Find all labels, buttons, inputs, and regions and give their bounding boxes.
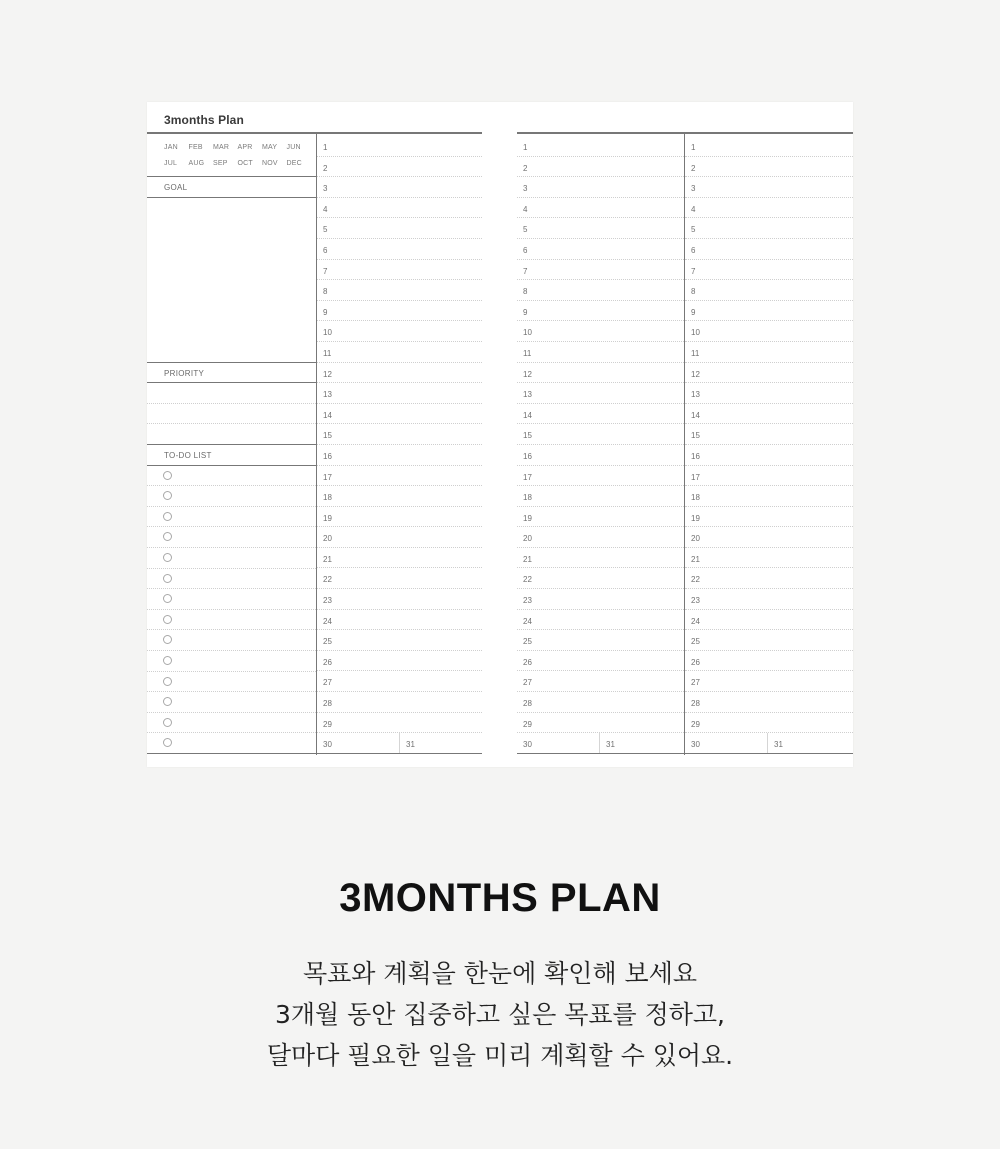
day-row[interactable] bbox=[685, 630, 853, 651]
todo-item[interactable] bbox=[147, 527, 316, 548]
day-number: 18 bbox=[523, 493, 532, 503]
todo-item[interactable] bbox=[147, 651, 316, 672]
day-row[interactable] bbox=[517, 466, 684, 487]
headline: 3MONTHS PLAN bbox=[339, 876, 661, 920]
day-number: 12 bbox=[523, 369, 532, 379]
day-row[interactable] bbox=[317, 466, 482, 487]
day-number: 9 bbox=[323, 307, 328, 317]
day-row[interactable] bbox=[517, 610, 684, 631]
todo-item[interactable] bbox=[147, 486, 316, 507]
day-number: 26 bbox=[323, 657, 332, 667]
day-number: 19 bbox=[323, 513, 332, 523]
todo-item[interactable] bbox=[147, 692, 316, 713]
day-number: 2 bbox=[523, 163, 528, 173]
day-number: 21 bbox=[523, 554, 532, 564]
day-row-30-31[interactable] bbox=[685, 733, 853, 754]
day-number: 27 bbox=[323, 678, 332, 688]
month-label[interactable]: SEP bbox=[213, 160, 228, 167]
day-number: 28 bbox=[323, 699, 332, 709]
day-row[interactable] bbox=[317, 383, 482, 404]
day-column-month-1 bbox=[317, 136, 482, 754]
day-row[interactable] bbox=[317, 589, 482, 610]
day-number: 29 bbox=[691, 719, 700, 729]
day-row[interactable] bbox=[685, 424, 853, 445]
day-number: 13 bbox=[691, 390, 700, 400]
day-row[interactable] bbox=[517, 424, 684, 445]
day-row[interactable] bbox=[517, 260, 684, 281]
day-split-divider bbox=[399, 733, 400, 753]
day-number: 28 bbox=[691, 699, 700, 709]
month-selector bbox=[147, 136, 316, 177]
day-row[interactable] bbox=[685, 321, 853, 342]
todo-item[interactable] bbox=[147, 630, 316, 651]
day-number: 2 bbox=[691, 163, 696, 173]
checkbox-circle-icon[interactable] bbox=[163, 471, 172, 480]
priority-line[interactable] bbox=[147, 404, 316, 425]
day-number: 10 bbox=[691, 328, 700, 338]
day-row[interactable] bbox=[517, 404, 684, 425]
day-row[interactable] bbox=[517, 383, 684, 404]
day-row[interactable] bbox=[517, 713, 684, 734]
day-row[interactable] bbox=[685, 280, 853, 301]
day-row[interactable] bbox=[317, 568, 482, 589]
day-row[interactable] bbox=[317, 198, 482, 219]
checkbox-circle-icon[interactable] bbox=[163, 718, 172, 727]
day-row[interactable] bbox=[685, 445, 853, 466]
day-row[interactable] bbox=[517, 692, 684, 713]
day-row[interactable] bbox=[317, 692, 482, 713]
day-number: 27 bbox=[691, 678, 700, 688]
months-row-2 bbox=[164, 160, 311, 167]
day-number: 14 bbox=[323, 410, 332, 420]
day-number: 27 bbox=[523, 678, 532, 688]
day-number: 25 bbox=[691, 637, 700, 647]
day-row[interactable] bbox=[517, 198, 684, 219]
day-number: 25 bbox=[523, 637, 532, 647]
day-row[interactable] bbox=[317, 527, 482, 548]
day-row[interactable] bbox=[685, 383, 853, 404]
day-row[interactable] bbox=[685, 260, 853, 281]
day-number: 11 bbox=[691, 348, 700, 358]
day-number: 29 bbox=[323, 719, 332, 729]
day-row[interactable] bbox=[317, 548, 482, 569]
month-label[interactable]: JAN bbox=[164, 144, 178, 151]
day-row[interactable] bbox=[685, 177, 853, 198]
day-row[interactable] bbox=[517, 301, 684, 322]
day-row[interactable] bbox=[685, 218, 853, 239]
day-number: 5 bbox=[323, 225, 328, 235]
day-row[interactable] bbox=[317, 218, 482, 239]
day-row[interactable] bbox=[317, 136, 482, 157]
day-number: 3 bbox=[523, 184, 528, 194]
day-row-30-31[interactable] bbox=[517, 733, 684, 754]
day-row[interactable] bbox=[685, 404, 853, 425]
day-number: 6 bbox=[691, 245, 696, 255]
day-row[interactable] bbox=[685, 136, 853, 157]
month-label[interactable]: JUL bbox=[164, 160, 178, 167]
day-row[interactable] bbox=[317, 424, 482, 445]
day-row[interactable] bbox=[517, 445, 684, 466]
day-column-month-3 bbox=[685, 136, 853, 754]
day-row[interactable] bbox=[685, 239, 853, 260]
todo-label: TO-DO LIST bbox=[164, 450, 212, 460]
day-number: 2 bbox=[323, 163, 328, 173]
goal-header bbox=[147, 177, 316, 198]
day-row[interactable] bbox=[517, 486, 684, 507]
description bbox=[0, 953, 1000, 1076]
day-split-divider bbox=[599, 733, 600, 753]
day-number: 17 bbox=[691, 472, 700, 482]
month-label[interactable]: NOV bbox=[262, 160, 278, 167]
day-number: 18 bbox=[691, 493, 700, 503]
day-number: 11 bbox=[523, 348, 532, 358]
checkbox-circle-icon[interactable] bbox=[163, 532, 172, 541]
day-number: 5 bbox=[523, 225, 528, 235]
day-row[interactable] bbox=[317, 363, 482, 384]
checkbox-circle-icon[interactable] bbox=[163, 656, 172, 665]
day-number: 14 bbox=[691, 410, 700, 420]
day-number: 22 bbox=[323, 575, 332, 585]
day-number: 19 bbox=[523, 513, 532, 523]
day-row[interactable] bbox=[685, 610, 853, 631]
day-row[interactable] bbox=[517, 527, 684, 548]
day-number: 21 bbox=[691, 554, 700, 564]
priority-header bbox=[147, 363, 316, 384]
day-number: 17 bbox=[323, 472, 332, 482]
todo-item[interactable] bbox=[147, 548, 316, 569]
day-number: 23 bbox=[523, 596, 532, 606]
month-label[interactable]: MAY bbox=[262, 144, 278, 151]
day-number: 15 bbox=[523, 431, 532, 441]
day-row[interactable] bbox=[317, 713, 482, 734]
description-line-1: 목표와 계획을 한눈에 확인해 보세요 bbox=[302, 959, 698, 988]
day-number: 26 bbox=[691, 657, 700, 667]
day-number: 1 bbox=[691, 143, 696, 152]
checkbox-circle-icon[interactable] bbox=[163, 553, 172, 562]
day-row[interactable] bbox=[685, 342, 853, 363]
checkbox-circle-icon[interactable] bbox=[163, 677, 172, 686]
priority-line[interactable] bbox=[147, 383, 316, 404]
day-number: 24 bbox=[691, 616, 700, 626]
day-number: 11 bbox=[323, 348, 332, 358]
day-row[interactable] bbox=[685, 466, 853, 487]
month-label[interactable]: MAR bbox=[213, 144, 230, 151]
day-number: 16 bbox=[523, 451, 532, 461]
day-row[interactable] bbox=[685, 651, 853, 672]
right-page-top-rule bbox=[517, 132, 853, 134]
day-number: 22 bbox=[691, 575, 700, 585]
day-column-month-2 bbox=[517, 136, 684, 754]
todo-list bbox=[147, 466, 316, 754]
left-page-top-rule bbox=[147, 132, 482, 134]
day-row[interactable] bbox=[317, 342, 482, 363]
left-sidebar bbox=[147, 136, 316, 754]
day-number: 19 bbox=[691, 513, 700, 523]
day-number: 30 bbox=[323, 740, 332, 750]
day-number: 1 bbox=[323, 143, 328, 152]
day-row-30-31[interactable] bbox=[317, 733, 482, 754]
day-number: 29 bbox=[523, 719, 532, 729]
day-row[interactable] bbox=[517, 280, 684, 301]
day-number: 31 bbox=[774, 740, 783, 750]
priority-line[interactable] bbox=[147, 424, 316, 445]
day-number: 20 bbox=[691, 534, 700, 544]
day-number: 7 bbox=[691, 266, 696, 276]
day-number: 21 bbox=[323, 554, 332, 564]
day-row[interactable] bbox=[685, 363, 853, 384]
day-row[interactable] bbox=[517, 651, 684, 672]
day-row[interactable] bbox=[317, 671, 482, 692]
day-number: 12 bbox=[691, 369, 700, 379]
day-row[interactable] bbox=[317, 651, 482, 672]
day-row[interactable] bbox=[517, 136, 684, 157]
month-label[interactable]: AUG bbox=[188, 160, 205, 167]
priority-label: PRIORITY bbox=[164, 368, 205, 378]
day-number: 30 bbox=[523, 740, 532, 750]
day-number: 15 bbox=[323, 431, 332, 441]
day-row[interactable] bbox=[317, 445, 482, 466]
description-line-3: 달마다 필요한 일을 미리 계획할 수 있어요. bbox=[266, 1041, 734, 1070]
day-number: 18 bbox=[323, 493, 332, 503]
day-number: 20 bbox=[323, 534, 332, 544]
todo-item[interactable] bbox=[147, 713, 316, 734]
checkbox-circle-icon[interactable] bbox=[163, 491, 172, 500]
checkbox-circle-icon[interactable] bbox=[163, 615, 172, 624]
month-label[interactable]: DEC bbox=[286, 160, 302, 167]
day-row[interactable] bbox=[517, 239, 684, 260]
day-number: 31 bbox=[606, 740, 615, 750]
day-row[interactable] bbox=[317, 239, 482, 260]
day-row[interactable] bbox=[685, 198, 853, 219]
day-row[interactable] bbox=[517, 218, 684, 239]
day-number: 24 bbox=[523, 616, 532, 626]
day-number: 8 bbox=[323, 287, 328, 297]
checkbox-circle-icon[interactable] bbox=[163, 594, 172, 603]
month-label[interactable]: OCT bbox=[237, 160, 253, 167]
day-row[interactable] bbox=[685, 507, 853, 528]
day-row[interactable] bbox=[517, 548, 684, 569]
day-row[interactable] bbox=[685, 548, 853, 569]
day-row[interactable] bbox=[517, 157, 684, 178]
todo-item[interactable] bbox=[147, 466, 316, 487]
planner-title: 3months Plan bbox=[164, 113, 244, 127]
day-row[interactable] bbox=[685, 589, 853, 610]
checkbox-circle-icon[interactable] bbox=[163, 512, 172, 521]
day-row[interactable] bbox=[317, 486, 482, 507]
day-number: 9 bbox=[523, 307, 528, 317]
day-number: 5 bbox=[691, 225, 696, 235]
day-number: 28 bbox=[523, 699, 532, 709]
checkbox-circle-icon[interactable] bbox=[163, 738, 172, 747]
day-row[interactable] bbox=[685, 713, 853, 734]
day-number: 6 bbox=[523, 245, 528, 255]
day-row[interactable] bbox=[685, 486, 853, 507]
day-number: 7 bbox=[523, 266, 528, 276]
month-label[interactable]: JUN bbox=[286, 144, 301, 151]
day-number: 31 bbox=[406, 740, 415, 750]
day-number: 3 bbox=[691, 184, 696, 194]
day-row[interactable] bbox=[317, 321, 482, 342]
todo-item[interactable] bbox=[147, 610, 316, 631]
day-row[interactable] bbox=[685, 692, 853, 713]
day-number: 17 bbox=[523, 472, 532, 482]
day-row[interactable] bbox=[317, 157, 482, 178]
todo-item[interactable] bbox=[147, 569, 316, 590]
day-number: 14 bbox=[523, 410, 532, 420]
day-number: 15 bbox=[691, 431, 700, 441]
checkbox-circle-icon[interactable] bbox=[163, 697, 172, 706]
todo-header bbox=[147, 445, 316, 466]
day-number: 10 bbox=[323, 328, 332, 338]
day-number: 3 bbox=[323, 184, 328, 194]
day-number: 6 bbox=[323, 245, 328, 255]
day-row[interactable] bbox=[517, 507, 684, 528]
day-number: 23 bbox=[323, 596, 332, 606]
checkbox-circle-icon[interactable] bbox=[163, 635, 172, 644]
day-number: 13 bbox=[523, 390, 532, 400]
day-number: 8 bbox=[691, 287, 696, 297]
day-row[interactable] bbox=[517, 363, 684, 384]
day-row[interactable] bbox=[317, 610, 482, 631]
day-row[interactable] bbox=[685, 301, 853, 322]
todo-item[interactable] bbox=[147, 733, 316, 754]
day-row[interactable] bbox=[317, 260, 482, 281]
day-split-divider bbox=[767, 733, 768, 753]
day-number: 22 bbox=[523, 575, 532, 585]
day-number: 9 bbox=[691, 307, 696, 317]
todo-item[interactable] bbox=[147, 589, 316, 610]
day-row[interactable] bbox=[517, 568, 684, 589]
goal-area[interactable] bbox=[147, 198, 316, 363]
day-row[interactable] bbox=[317, 404, 482, 425]
day-row[interactable] bbox=[517, 589, 684, 610]
planner-spread bbox=[147, 102, 853, 767]
day-number: 4 bbox=[691, 204, 696, 214]
day-row[interactable] bbox=[317, 507, 482, 528]
day-number: 26 bbox=[523, 657, 532, 667]
checkbox-circle-icon[interactable] bbox=[163, 574, 172, 583]
day-row[interactable] bbox=[685, 568, 853, 589]
day-number: 13 bbox=[323, 390, 332, 400]
month-label[interactable]: APR bbox=[237, 144, 253, 151]
todo-item[interactable] bbox=[147, 672, 316, 693]
day-number: 24 bbox=[323, 616, 332, 626]
day-number: 25 bbox=[323, 637, 332, 647]
day-number: 12 bbox=[323, 369, 332, 379]
day-number: 10 bbox=[523, 328, 532, 338]
day-number: 8 bbox=[523, 287, 528, 297]
day-number: 23 bbox=[691, 596, 700, 606]
day-row[interactable] bbox=[685, 527, 853, 548]
day-number: 4 bbox=[523, 204, 528, 214]
description-line-2: 3개월 동안 집중하고 싶은 목표를 정하고, bbox=[275, 1000, 725, 1029]
months-row-1 bbox=[164, 144, 311, 151]
day-number: 7 bbox=[323, 266, 328, 276]
day-row[interactable] bbox=[317, 280, 482, 301]
day-row[interactable] bbox=[517, 321, 684, 342]
goal-label: GOAL bbox=[164, 183, 188, 192]
day-number: 1 bbox=[523, 143, 528, 152]
day-row[interactable] bbox=[317, 177, 482, 198]
day-row[interactable] bbox=[685, 157, 853, 178]
day-row[interactable] bbox=[317, 630, 482, 651]
day-row[interactable] bbox=[517, 630, 684, 651]
day-number: 20 bbox=[523, 534, 532, 544]
todo-item[interactable] bbox=[147, 507, 316, 528]
day-number: 4 bbox=[323, 204, 328, 214]
day-number: 16 bbox=[691, 451, 700, 461]
day-number: 16 bbox=[323, 451, 332, 461]
day-row[interactable] bbox=[517, 342, 684, 363]
day-row[interactable] bbox=[317, 301, 482, 322]
day-number: 30 bbox=[691, 740, 700, 750]
day-row[interactable] bbox=[517, 177, 684, 198]
day-row[interactable] bbox=[517, 671, 684, 692]
month-label[interactable]: FEB bbox=[188, 144, 203, 151]
day-row[interactable] bbox=[685, 671, 853, 692]
